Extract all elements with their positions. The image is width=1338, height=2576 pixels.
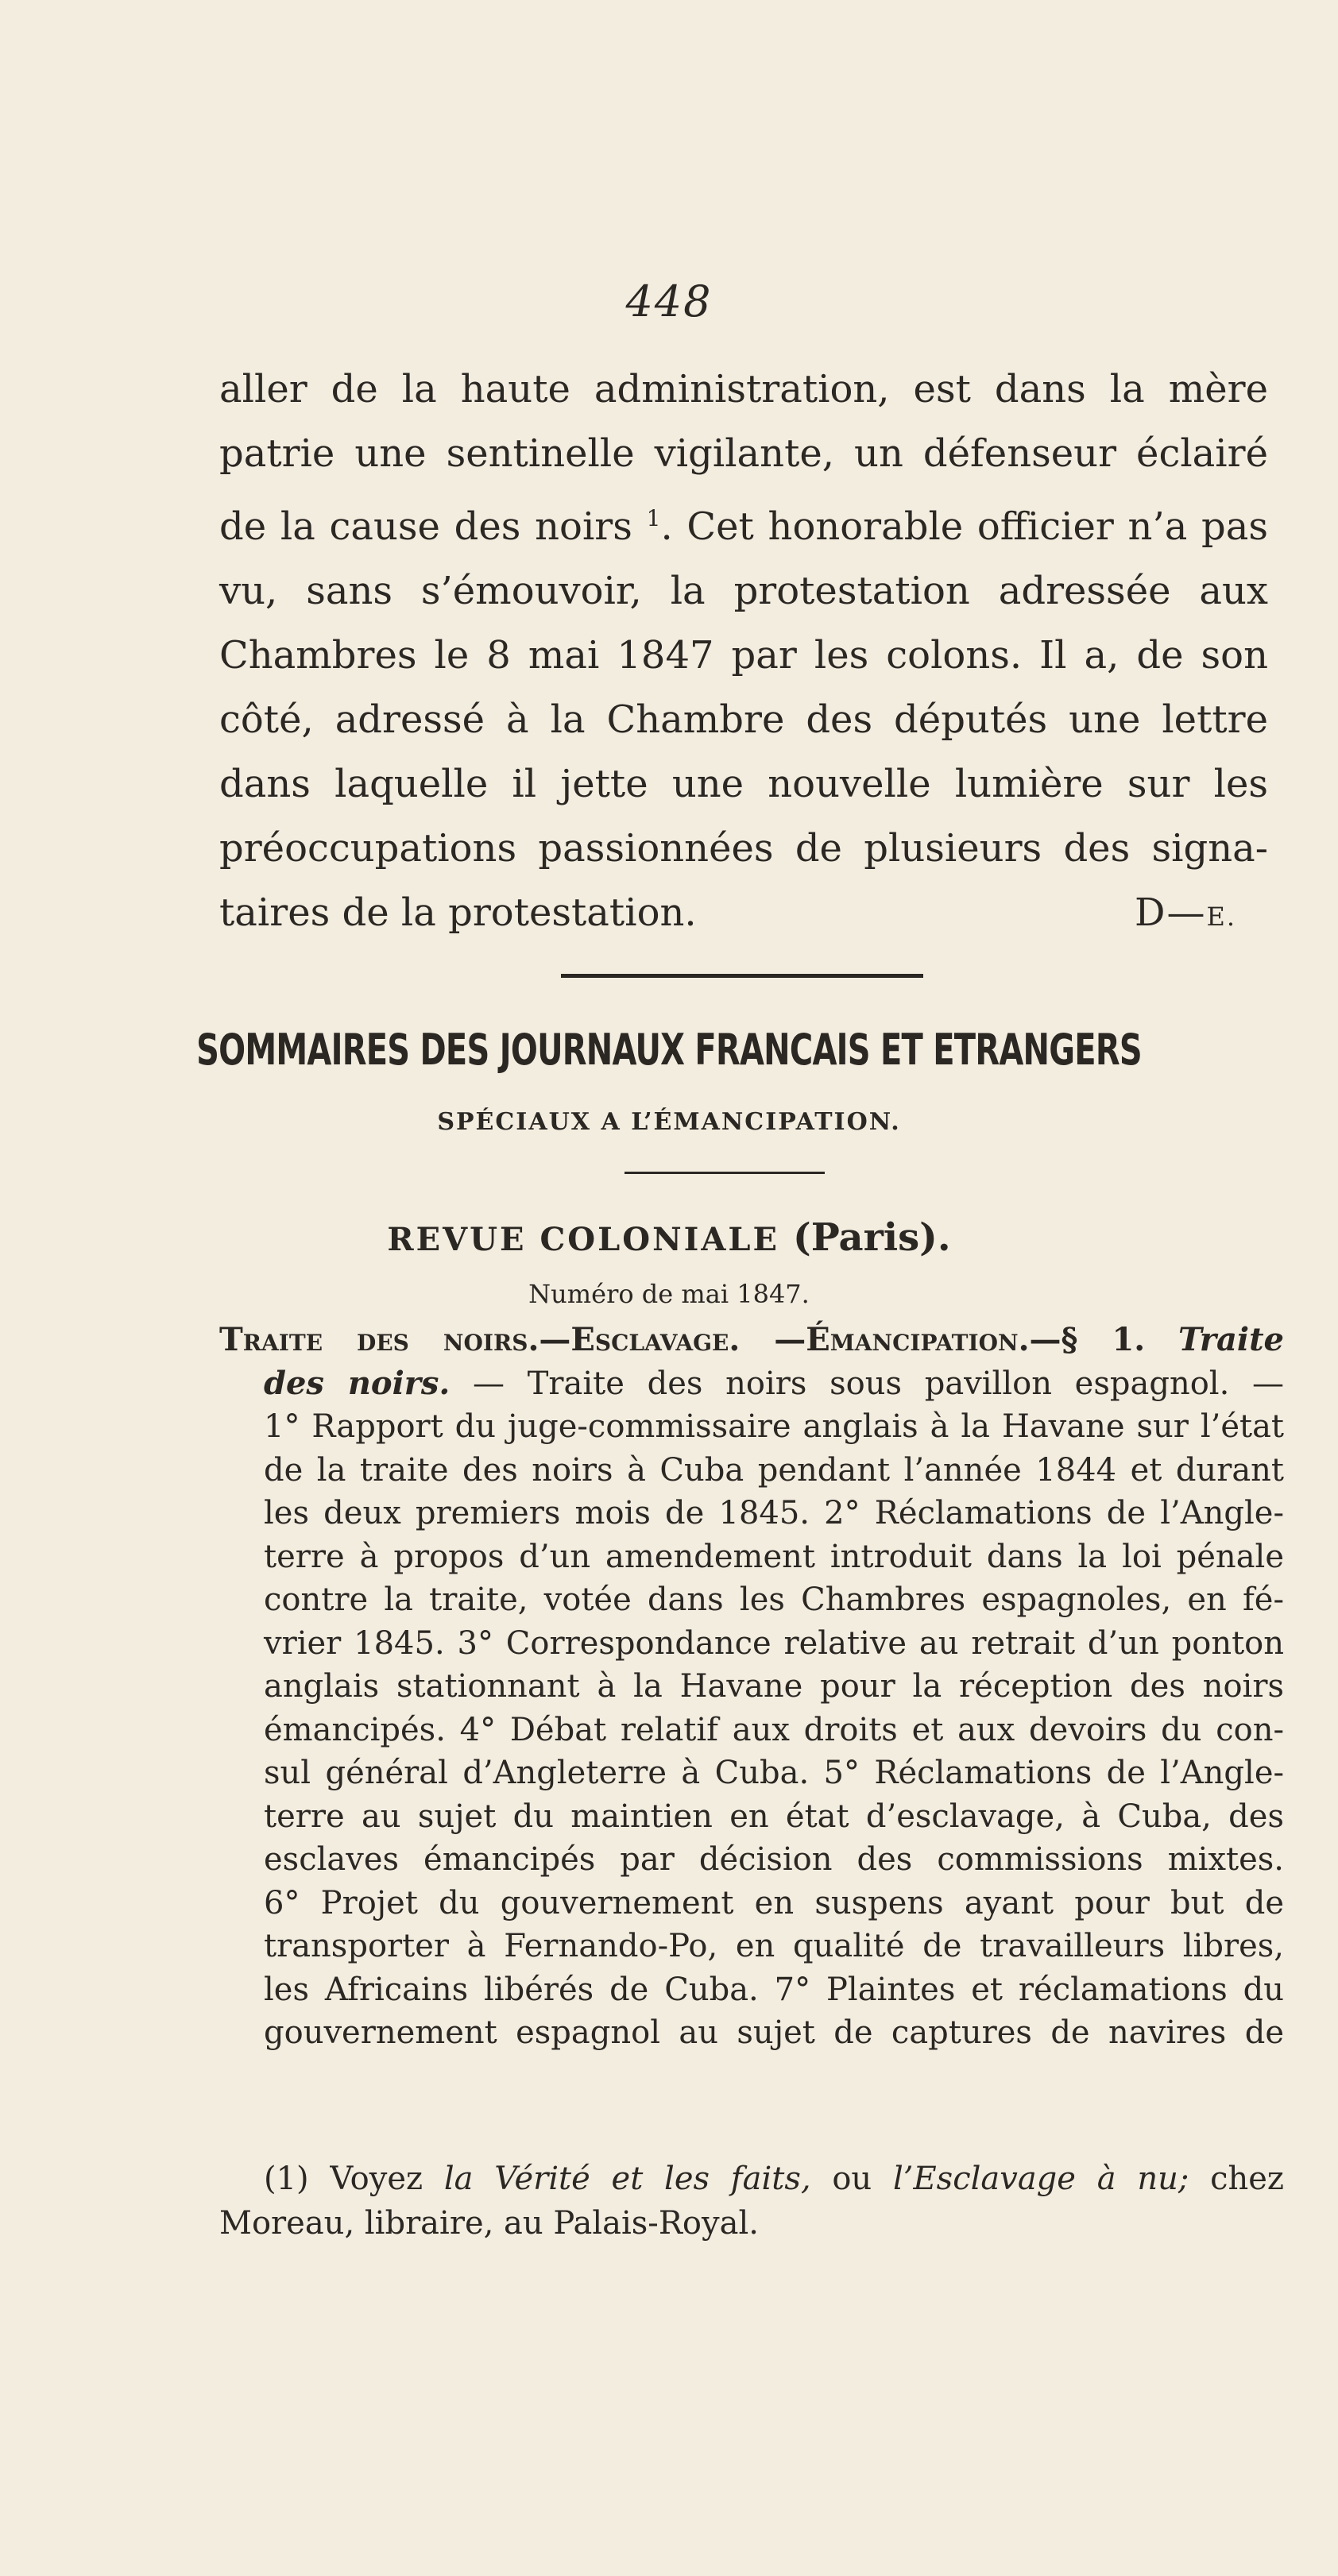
text-line: émancipés. 4° Débat relatif aux droits et aux devoirs du con- (264, 1711, 1284, 1748)
text-line: patrie une sentinelle vigilante, un défenseur éclairé (219, 431, 1268, 476)
small-divider (625, 1172, 825, 1174)
text-line: terre au sujet du maintien en état d’esclavage, à Cuba, des (264, 1798, 1284, 1835)
text-line: Chambres le 8 mai 1847 par les colons. Il a, de son (219, 633, 1268, 678)
text-line: 6° Projet du gouvernement en suspens ayant pour but de (264, 1884, 1284, 1921)
issue-date: Numéro de mai 1847. (528, 1279, 810, 1309)
section-headline: SOMMAIRES DES JOURNAUX FRANCAIS ET ETRANGERS (196, 1025, 1142, 1075)
page-number: 448 (625, 276, 713, 326)
text-line: des noirs. — Traite des noirs sous pavillon espagnol. — (264, 1364, 1284, 1402)
section-divider (561, 974, 923, 978)
journal-title: REVUE COLONIALE (Paris). (387, 1215, 951, 1260)
footnote-line: Moreau, libraire, au Palais-Royal. (219, 2205, 759, 2242)
section-subheading: SPÉCIAUX A L’ÉMANCIPATION. (437, 1108, 901, 1136)
text-line: esclaves émancipés par décision des commissions mixtes. (264, 1841, 1284, 1878)
text-line: anglais stationnant à la Havane pour la réception des noirs (264, 1668, 1284, 1705)
continuation-paragraph (219, 357, 1268, 949)
text-line: de la traite des noirs à Cuba pendant l’année 1844 et durant (264, 1451, 1284, 1489)
text-line: transporter à Fernando-Po, en qualité de travailleurs libres, (264, 1928, 1284, 1964)
text-line: sul général d’Angleterre à Cuba. 5° Réclamations de l’Angle- (264, 1755, 1284, 1791)
footnote-reference: 1 (646, 505, 661, 531)
text-line: dans laquelle il jette une nouvelle lumière sur les (219, 762, 1268, 806)
text-line: côté, adressé à la Chambre des députés une lettre (219, 697, 1268, 742)
footnote-line: (1) Voyez la Vérité et les faits, ou l’Esclavage à nu; chez (264, 2161, 1285, 2197)
issue-summary (219, 1319, 1284, 2055)
text-line: les deux premiers mois de 1845. 2° Réclamations de l’Angle- (264, 1495, 1284, 1531)
text-line: vrier 1845. 3° Correspondance relative au retrait d’un ponton (264, 1624, 1284, 1662)
text-line: vu, sans s’émouvoir, la protestation adressée aux (219, 569, 1268, 613)
text-line: contre la traite, votée dans les Chambres espagnoles, en fé- (264, 1582, 1284, 1618)
text-line: 1° Rapport du juge-commissaire anglais à la Havane sur l’état (264, 1408, 1284, 1445)
text-line: Traite des noirs.—Esclavage. —Émancipation.—§ 1. Traite (219, 1321, 1284, 1358)
text-line: de la cause des noirs $^1$. Cet honorable officier n’a pas (219, 504, 1269, 549)
footnote (219, 2157, 1284, 2246)
text-line: les Africains libérés de Cuba. 7° Plaintes et réclamations du (264, 1971, 1284, 2008)
text-line: terre à propos d’un amendement introduit dans la loi pénale (264, 1538, 1284, 1575)
text-line: gouvernement espagnol au sujet de captures de navires de (264, 2014, 1284, 2051)
text-line: aller de la haute administration, est dans la mère (219, 367, 1268, 411)
text-line: préoccupations passionnées de plusieurs des signa- (219, 826, 1268, 871)
text-line: taires de la protestation. D—E. (219, 881, 1268, 945)
author-signature: D—E. (1134, 890, 1236, 935)
